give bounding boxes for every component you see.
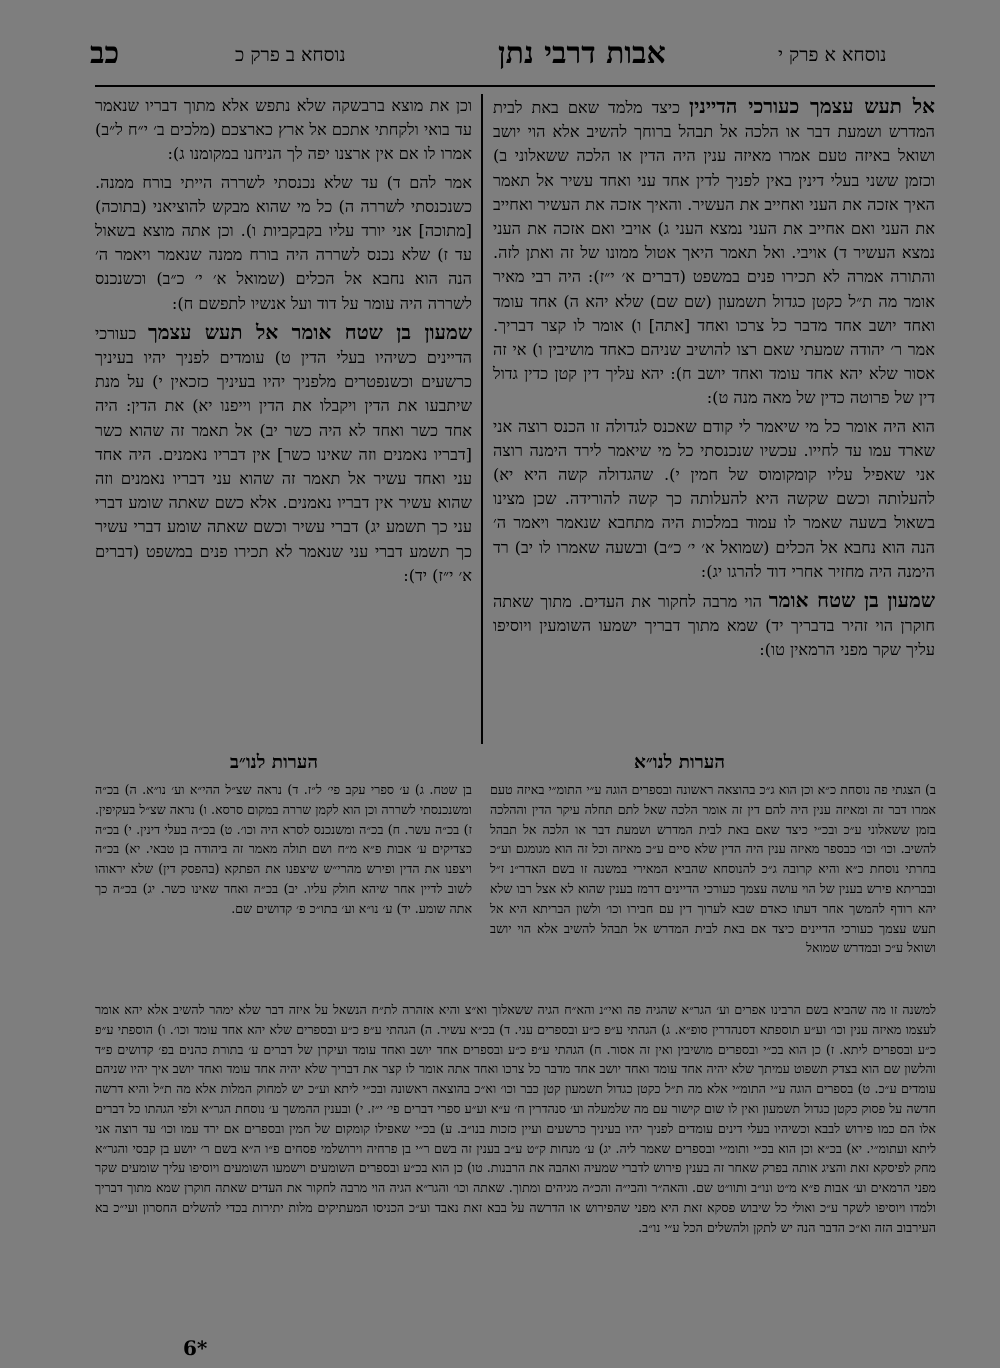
version-b-lead: שמעון בן שטח אומר אל תעש עצמך [147,319,472,344]
notes-continuation [95,1000,936,1238]
header-rule [95,85,935,87]
notes-continuation-text: למשנה זו מה שהביא בשם הרבינו אפרים וע׳ הגר״א שהגיה פה ואי״נ והא״ח הגיה ששאלוך וא״צ והיא אזהרה לת״ח הנשאל על איזה דבר שלא ימהר להשיב אלא יהא אומר לעצמו מאיזה ענין וכו׳ וע״ע תוספתא דסנהדרין סופ״א. ג) הגהתי ע״פ כ״ע ובספרים עני. ד) בכ״א עשיר. ה) הגהתי ע״פ כ״ע ובספרים שלא יהא אחד עומד וכו׳. ו) הוספתי ע״פ כ״ע ובספרים ליתא. ז) כן הוא בכ״י ובספרים מושיבין ואין זה אסור. ח) הגהתי ע״פ כ״ע ובספרים אחד יושב ואחד עומד ועיקרן של דברים ע׳ בתורת כהנים בפ׳ קדושים פ״ד והלשון שם הוא בצדק תשפוט עמיתך שלא יהיה אחד עומד ואחד יושב אחד מדבר כל צרכו ואחד אתה אומר לו קצר את דבריך שלא יהיה אחד עומד ואחד יושב איך יהיו שניהם עומדים ע״כ. ט) בספרים הוגה ע״י התומ״י אלא מה ת״ל כקטן כגדול תשמעון קטן כבר וכו׳ וא״כ בהוצאה ראשונה ובכ״י ליתא וע״כ יש למחוק המלות אלא מה ת״ל והיא דרשה חדשה על פסוק כקטן כגדול תשמעון ואין לו שום קישור עם מה שלמעלה וע׳ סנהדרין ח׳ ע״א וע״ע ספרי דברים פי׳ י״ז. י) ובענין ההמשך ע׳ נוסחת הגר״א ולפי הגהתו כל דברים אלו הם כמו פירוש לבבא וכשיהיו בעלי דינים עומדים לפניך יהיו בעיניך כרשעים ועיין כזכות בנו״ב. ע) בכ״י שאפילו קומקום של חמין ובספרים אם ירד עמו וכו׳ עד רוצה אני ליתא ועתומ״י. יא) בכ״א וכן הוא בכ״י ותומ״י ובספרים שאמר ליה. יג) ע׳ מנחות ק״ט ע״ב בענין זה בשם ר״י בן פרחיה וירושלמי פסחים פ״ו ה״א בשם ר׳ יושע בן קבסי והגר״א מחק לפיסקא זאת והציג אותה בפרק שאחר זה בענין פירוש לדברי שמעיה ואהבה את הרבנות. טו) כן הוא בכ״ע ובספרים השומעים וישמעו השומעים ויוסיפו עליך שומעים שקר מפני הרמאים וע׳ אבות פ״א מ״ט ונו״ב ותוו״ט שם. והאה״ר והבי״ה והכ״ה מגיהים ומתוך. שאתה וכו׳ והגר״א הגיה הוי מרבה לחקור את העדים שאתה חוקרן שמא מתוך דבריך ולמדו ויוסיפו לשקר ע״כ ואולי כל שיבוש פסקא זאת היא מפני שהפירוש או הדרשה על בבא זאת נאבד וע״כ הכניסו המעתיקים מלות יתירות בכדי להשלים החסרון ועי״כ בא העירבוב הזה וא״כ הדבר הנה יש לתקן ולהשלים הכל ע״י נו״ב. [95,1002,936,1235]
version-a-lead-2: שמעון בן שטח אומר [768,588,935,613]
printer-signature-mark: 6* [183,1336,208,1360]
version-b-paragraph-2: אמר להם ד) עד שלא נכנסתי לשררה הייתי בורח ממנה. כשנכנסתי לשררה ה) כל מי שהוא מבקש להוציאני (בתוכה) [מתוכה] אני יורד עליו בקבקביות ו). וכן אתה מוצא בשאול עד ז) שלא נכנס לשררה היה בורח ממנה שנאמר ויאמר ה׳ הנה הוא נחבא אל הכלים (שמואל א׳ י׳ כ״ב) וכשנכנס לשררה היה עומר על דוד ועל אנשיו לתפשם ח): [95,172,472,313]
version-a-paragraph-2: הוא היה אומר כל מי שיאמר לי קודם שאכנס לגדולה זו הכנס רוצה אני שארד עמו עד לחייו. עכשיו שנכנסתי כל מי שיאמר לירד הימנה רוצה אני שאפיל עליו קומקומוס של חמין י). שהגדולה קשה היא יא) להעלותה וכשם שקשה היא להעלותה כך קשה להורידה. שכן מצינו בשאול בשעה שאמר לו עמוד במלכות היה מתחבא שנאמר ויאמר ה׳ הנה הוא נחבא אל הכלים (שמואל א׳ י׳ כ״ב) ובשעה שאמרו לו יב) רד הימנה היה מחזיר אחרי דוד להרגו יג): [493,416,935,581]
version-a-paragraph-3 [493,588,935,663]
version-a-text-1: כיצד מלמד שאם באת לבית המדרש ושמעת דבר או הלכה אל תבהל ברוחך להשיב אלא הוי יושב ושואל באיזה טעם אמרו מאיזה ענין היה הדין או הלכה ששאלוני ב) וכזמן ששני בעלי דינין באין לפניך לדין אחד עני ואחד עשיר אל תאמר האיך אזכה את העני ואחייב את העשיר. והאיך אזכה את העשיר ואחייב את העני ואם אחייב את העני נמצא העני ג) אויבי ואם אזכה את העני נמצא העשיר ד) אויבי. ואל תאמר היאך אטול ממונו של זה ואתן לזה. והתורה אמרה לא תכירו פנים במשפט (דברים א׳ י״ז): היה רבי מאיר אומר מה ת״ל כקטן כגדול תשמעון (שם שם) שלא יהא ה) אחד עומד ואחד יושב אחד מדבר כל צרכו ואחד [אתה] ו) אומר לו קצר דבריך. אמר ר׳ יהודה שמעתי שאם רצו להושיב שניהם כאחד מושיבין ו) אי זה אסור שלא יהא אחד עומד ואחד יושב ח): יהא עליך דין קטן כדין גדול דין של פרוטה כדין של מאה מנה ט): [493,98,935,408]
notes-version-a-text: ב) הצגתי פה נוסחת כ״א וכן הוא ג״כ בהוצאה ראשונה ובספרים הוגה ע״י התומ״י באיזה טעם אמרו דבר זה ומאיזה ענין היה להם דין זה אומר הלכה שאל לתם תחלה עיקר הדין וההלכה בזמן ששאלוני ע״כ ובכ״י כיצד שאם באת לבית המדרש ושמעת דבר או הלכה אל תבהל להשיב. וכו׳ וכו׳ כבספר מאיזה ענין היה הדין שלא סיים ע״כ מאיזה וכל זה הוא מגומגם וע״כ בחרתי נוסחת כ״א והיא קרובה ג״כ להנוסחא שהביא המאירי במשנה זו בשם האדר״נ ז״ל ובבריתא פירש בענין של הוי עושה עצמך כעורכי הדיינים דרמז בענין שהוא לא אצל רבו שלא יהא רודף להמשך אחר דעתו כאדם שבא לערוך דין עם חבירו וכו׳ ולשון הבריתא היא אל תעש עצמך כעורכי הדיינים כיצד אם באת לבית המדרש אל תבהל להשיב אלא הוי יושב ושואל ע״כ ובמדרש שמואל [490,782,936,956]
notes-heading-version-a: הערות לנו״א [634,752,725,773]
page-number: כב [90,36,120,71]
running-header [60,30,940,80]
version-a-lead: אל תעש עצמך כעורכי הדיינין [688,94,935,118]
header-title: אבות דרבי נתן [498,36,666,71]
column-divider [481,94,483,744]
version-a-paragraph-1 [493,94,935,411]
notes-version-a [490,780,936,958]
version-b-paragraph-1: וכן את מוצא ברבשקה שלא נתפש אלא מתוך דבריו שנאמר עד בואי ולקחתי אתכם אל ארץ כארצכם (מלכים ב׳ י״ח ל״ב) אמרו לו אם אין ארצנו יפה לך הניחנו במקומנו ג): [95,96,472,164]
notes-heading-version-b: הערות לנו״ב [230,752,319,773]
version-a-text-3: הוי מרבה לחקור את העדים. מתוך שאתה חוקרן הוי זהיר בדבריך יד) שמא מתוך דבריך ישמעו השומעין ויוסיפו עליך שקר מפני הרמאין טו): [493,592,935,660]
header-right-label: נוסחא א פרק י [778,44,887,66]
notes-version-b [95,780,472,919]
version-b-paragraph-3 [95,320,472,588]
version-b-text-3: כעורכי הדיינים כשיהיו בעלי הדין ט) עומדים לפניך יהיו בעיניך כרשעים וכשנפטרים מלפניך יהיו בעיניך כזכאין י) על מנת שיתבעו את הדין ויקבלו את הדין וייפנו יא) את הדין: היה אחד כשר ואחד לא היה כשר יב) אל תאמר זה שהוא כשר [דבריו נאמנים וזה שאינו כשר] אין דבריו נאמנים. היה אחד עני ואחד עשיר אל תאמר זה שהוא עני דבריו נאמנים וזה שהוא עשיר אין דבריו נאמנים. אלא כשם שאתה שומע דברי עני כך תשמע יג) דברי עשיר וכשם שאתה שומע דברי עשיר כך תשמע דברי עני שנאמר לא תכירו פנים במשפט (דברים א׳ י״ז) יד): [95,323,472,585]
header-left-label: נוסחא ב פרק כ [235,44,346,66]
version-a-column [493,94,935,667]
version-b-column [95,94,472,592]
notes-version-b-text: בן שטח. ג) ע׳ ספרי עקב פי׳ ל״ז. ד) נראה שצ״ל ההי״א וע׳ נו״א. ה) בכ״ה ומשנכנסתי לשררה וכן הוא לקמן שררה במקום סרסא. ו) נראה שצ״ל בעקיפין. ז) בכ״ה עשר. ח) בכ״ה ומשנכנס לסרא היה וכו׳. ט) בכ״ה בעלי דינין. י) בכ״ה כצדיקים ע׳ אבות פ״א מ״ח ושם תולה מאמר זה ביהודה בן טבאי. יא) בכ״ה ויצפנו את הדין ופירש מהרי״ש שיצפנו את הפתקא (בהפסק דין) שלא יראוהו לשוב לדיין אחר שיהא חולק עליו. יב) בכ״ה ואחד שאינו כשר. יג) בכ״ה כך אתה שומע. יד) ע׳ נו״א וע׳ בתו״כ פ׳ קדושים שם. [95,782,472,916]
